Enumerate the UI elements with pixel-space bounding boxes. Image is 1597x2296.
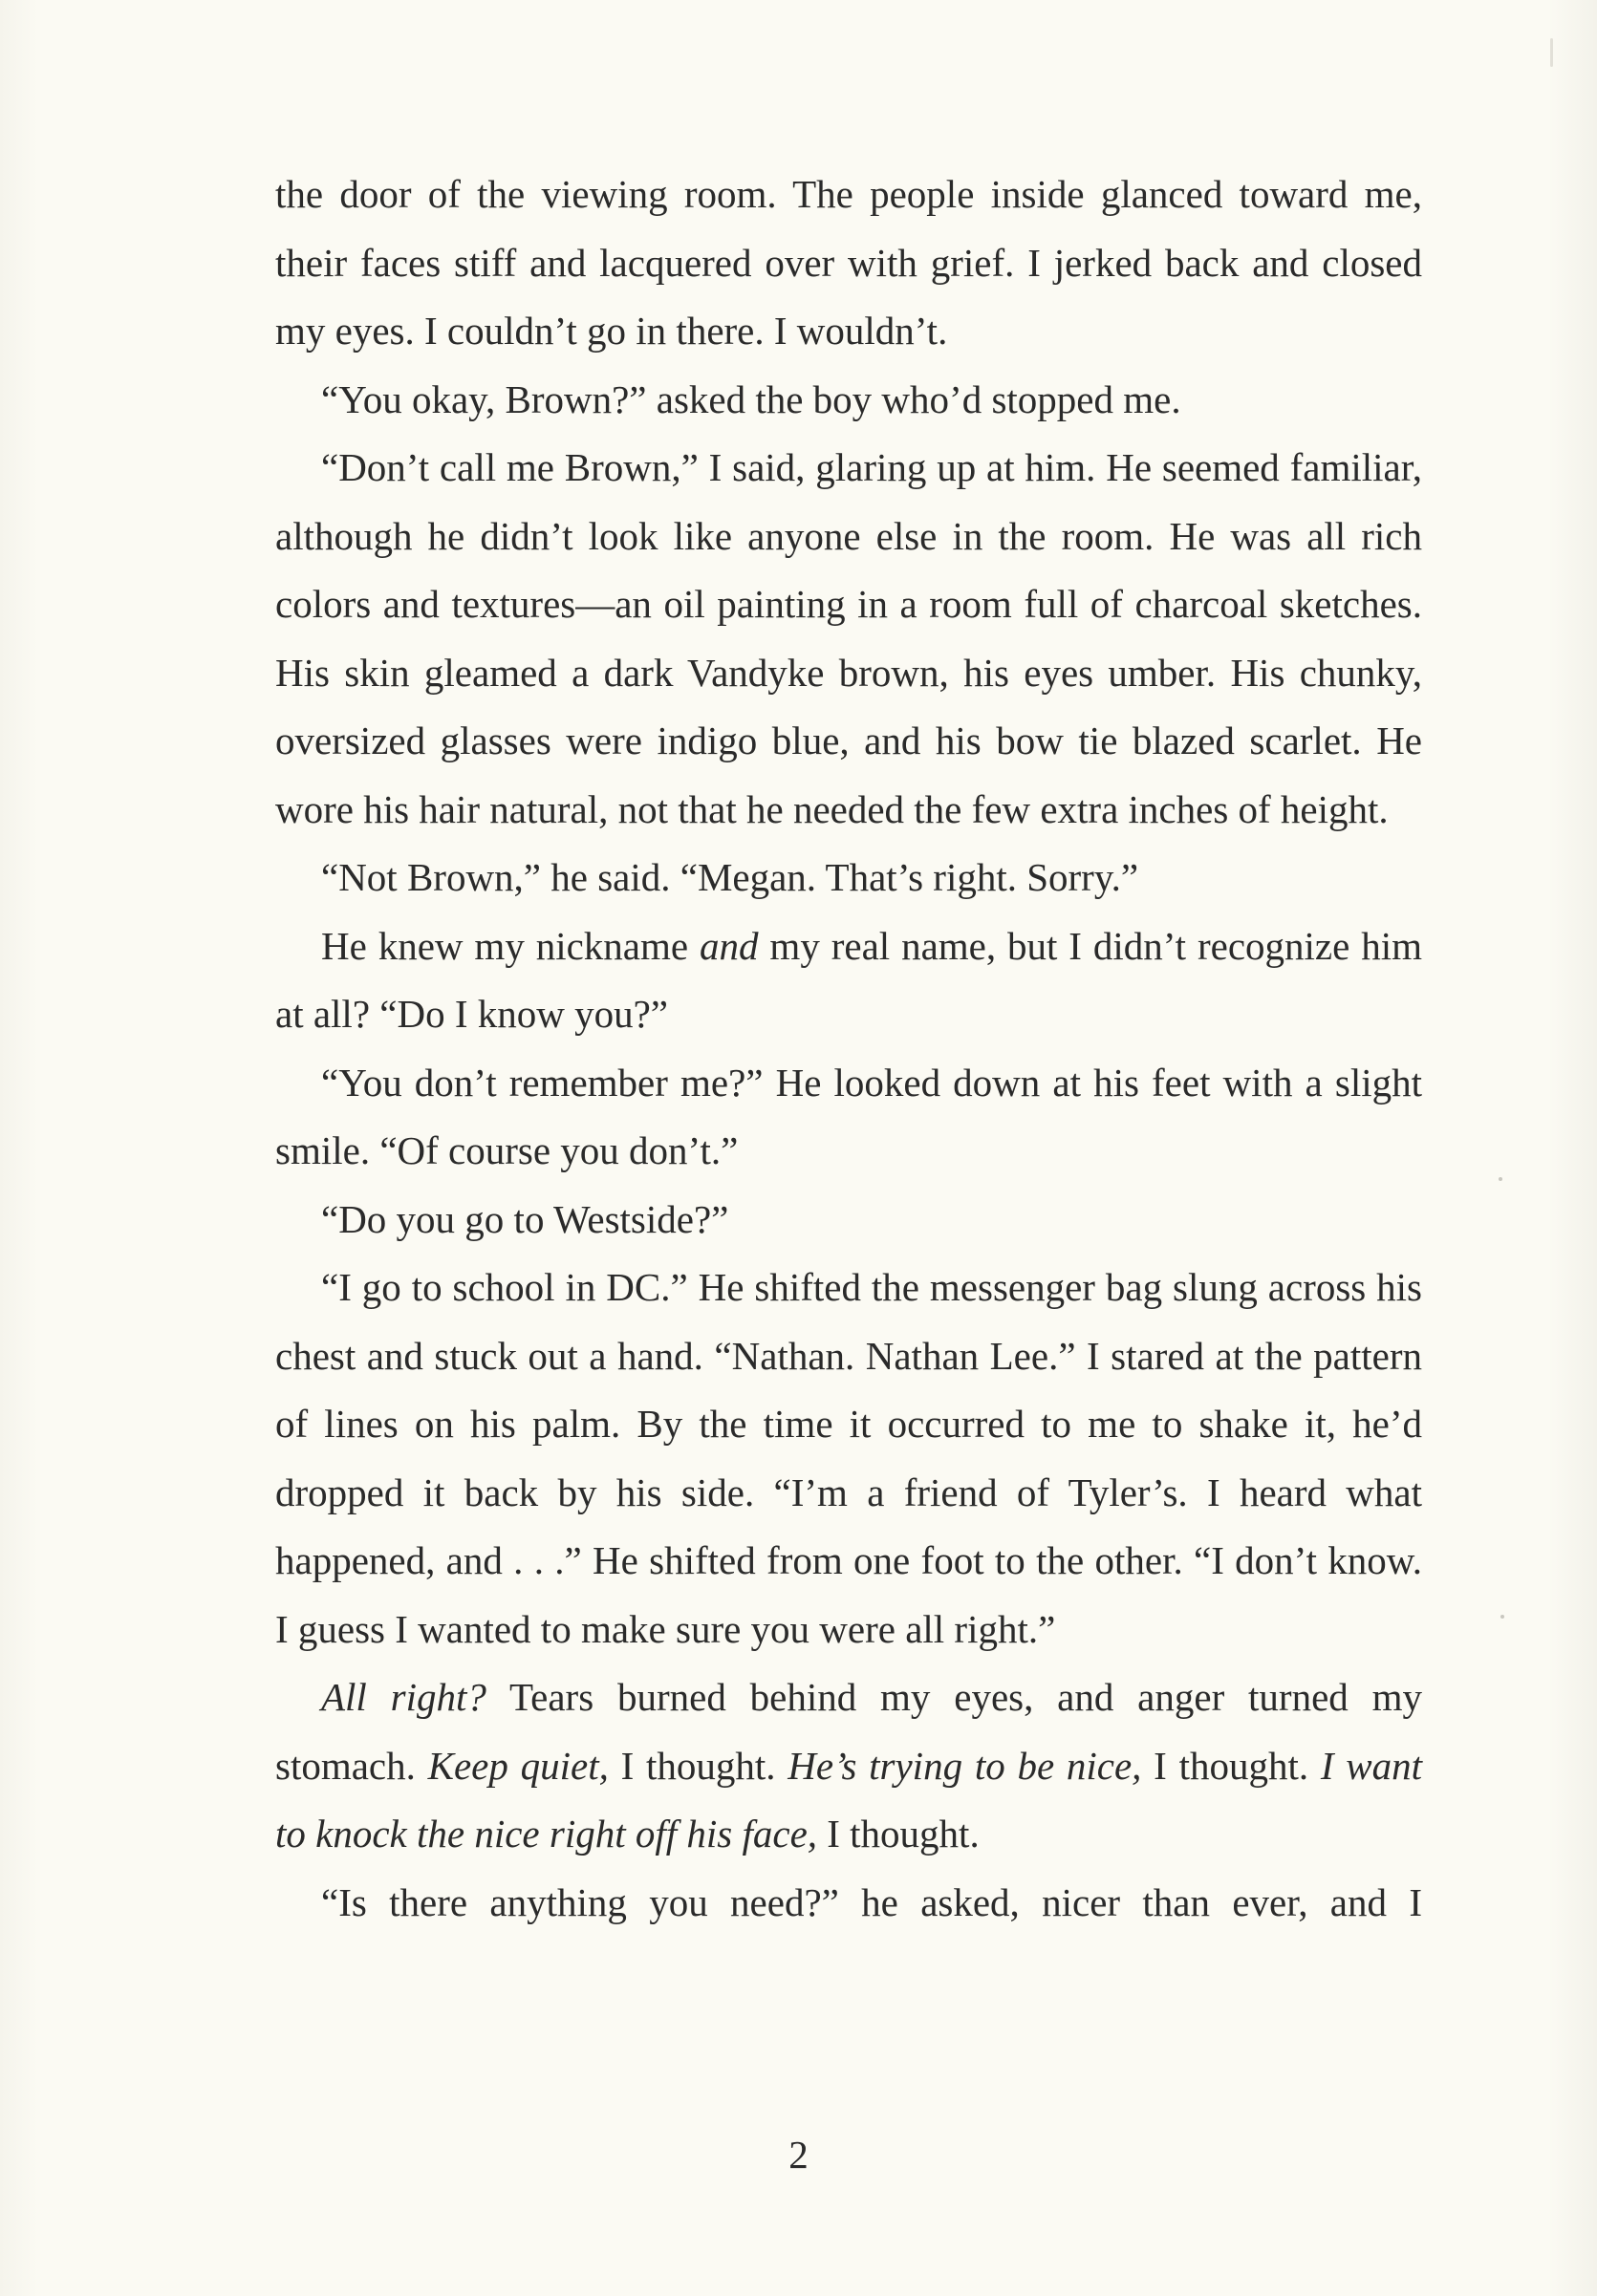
- italic-text: All right?: [321, 1675, 486, 1719]
- text-run: I thought.: [1141, 1743, 1321, 1788]
- paper-speck: [1499, 1177, 1502, 1181]
- text-run: I thought.: [817, 1812, 980, 1856]
- text-run: my real name, but I didn’t recognize him at all? “Do I know you?”: [275, 923, 1422, 1036]
- text-run: I thought.: [608, 1743, 788, 1788]
- text-run: “Not Brown,” he said. “Megan. That’s right. Sorry.”: [321, 855, 1139, 899]
- text-run: “Do you go to Westside?”: [321, 1196, 729, 1241]
- page-number: 2: [788, 2133, 809, 2177]
- italic-text: He’s trying to be nice,: [788, 1743, 1142, 1788]
- paragraph: [275, 844, 1422, 912]
- text-run: He knew my nickname: [321, 923, 701, 968]
- paragraph: [275, 1254, 1422, 1663]
- paragraph: [275, 1663, 1422, 1869]
- paragraph: [275, 1869, 1422, 1938]
- text-run: “I go to school in DC.” He shifted the messenger bag slung across his chest and stuck out a hand. “Nathan. Nathan Lee.” I stared at the pattern of lines on his palm. By the time it occurred to me to shake it, he’d dropped it back by his side. “I’m a friend of Tyler’s. I heard what happened, and . . .” He shifted from one foot to the other. “I don’t know. I guess I wanted to make sure you were all right.”: [275, 1265, 1422, 1651]
- italic-text: I want to knock the nice right off his face,: [275, 1743, 1422, 1856]
- paragraph: [275, 161, 1422, 366]
- text-run: “Is there anything you need?” he asked, nicer than ever, and I: [321, 1879, 1422, 1924]
- text-run: Tears burned behind my eyes, and anger turned my stomach.: [275, 1675, 1422, 1788]
- text-run: “Don’t call me Brown,” I said, glaring up at him. He seemed familiar, although he didn’t look like anyone else in the room. He was all rich colors and textures—an oil painting in a room full of charcoal sketches. His skin gleamed a dark Vandyke brown, his eyes umber. His chunky, oversized glasses were indigo blue, and his bow tie blazed scarlet. He wore his hair natural, not that he needed the few extra inches of height.: [275, 445, 1422, 831]
- paragraph: [275, 366, 1422, 435]
- body-text: [275, 161, 1422, 1937]
- italic-text: Keep quiet,: [427, 1743, 609, 1788]
- paper-speck: [1550, 38, 1553, 67]
- paragraph: [275, 434, 1422, 844]
- paragraph: [275, 1049, 1422, 1186]
- paper-speck: [1500, 1615, 1504, 1619]
- paragraph: [275, 912, 1422, 1049]
- paragraph: [275, 1186, 1422, 1255]
- text-run: the door of the viewing room. The people inside glanced toward me, their faces stiff and lacquered over with grief. I jerked back and closed my eyes. I couldn’t go in there. I wouldn’t.: [275, 172, 1422, 353]
- text-run: “You don’t remember me?” He looked down at his feet with a slight smile. “Of course you don’t.”: [275, 1060, 1422, 1172]
- italic-text: and: [700, 923, 759, 968]
- text-run: “You okay, Brown?” asked the boy who’d stopped me.: [321, 376, 1181, 421]
